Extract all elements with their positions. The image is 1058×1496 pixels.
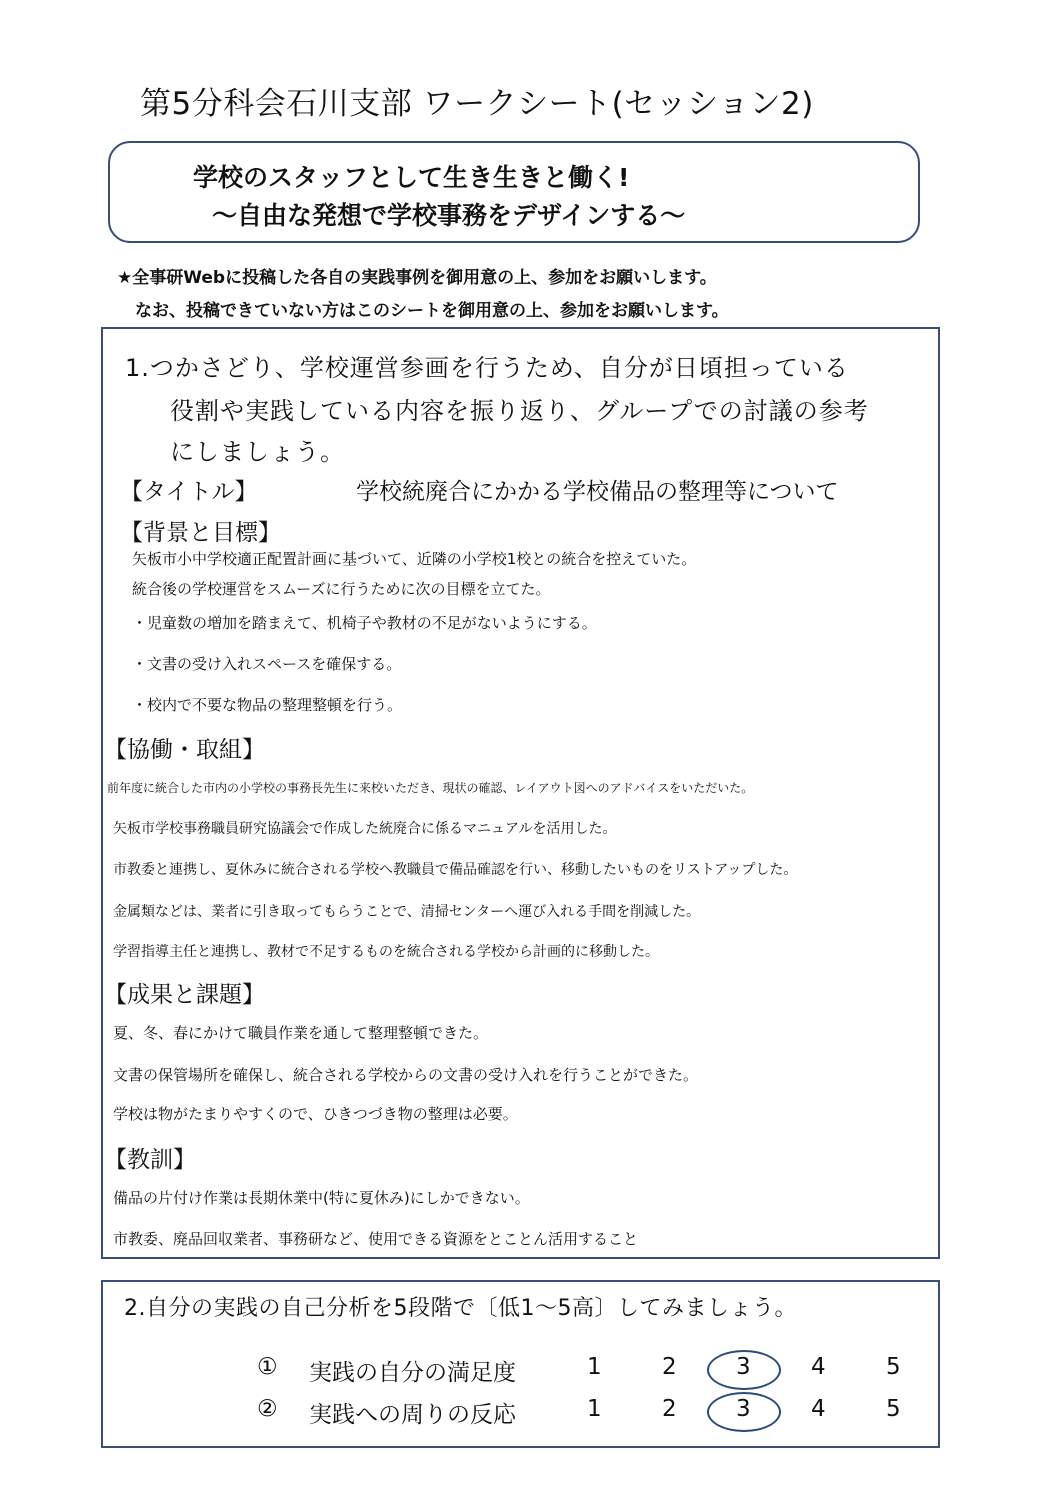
rating-option-5[interactable]: 5: [886, 1354, 901, 1380]
rating-label: 実践の自分の満足度: [309, 1360, 516, 1386]
collaboration-line: 金属類などは、業者に引き取ってもらうことで、清掃センターへ運び入れる手間を削減した。: [113, 904, 701, 920]
rating-option-4[interactable]: 4: [811, 1396, 826, 1422]
instruction-note-2: なお、投稿できていない方はこのシートを御用意の上、参加をお願いします。: [135, 301, 729, 321]
question-1-line-3: にしましょう。: [170, 438, 345, 466]
question-2-prompt: 2.自分の実践の自己分析を5段階で〔低1〜5高〕してみましょう。: [124, 1296, 797, 1321]
rating-option-1[interactable]: 1: [587, 1354, 602, 1380]
lessons-heading: 【教訓】: [104, 1147, 196, 1173]
collaboration-heading: 【協働・取組】: [104, 737, 265, 763]
background-line: 統合後の学校運営をスムーズに行うために次の目標を立てた。: [132, 580, 551, 598]
rating-number: ②: [257, 1396, 278, 1422]
question-1-line-2: 役割や実践している内容を振り返り、グループでの討議の参考: [170, 397, 869, 425]
background-line: ・校内で不要な物品の整理整頓を行う。: [132, 696, 403, 714]
theme-subtitle: 〜自由な発想で学校事務をデザインする〜: [212, 201, 686, 230]
collaboration-line: 前年度に統合した市内の小学校の事務長先生に来校いただき、現状の確認、レイアウト図へのアドバイスをいただいた。: [107, 781, 754, 795]
rating-option-2[interactable]: 2: [662, 1396, 677, 1422]
rating-option-5[interactable]: 5: [886, 1396, 901, 1422]
rating-option-1[interactable]: 1: [587, 1396, 602, 1422]
selected-rating-circle: [707, 1392, 781, 1432]
background-line: ・文書の受け入れスペースを確保する。: [132, 655, 402, 673]
collaboration-line: 市教委と連携し、夏休みに統合される学校へ教職員で備品確認を行い、移動したいものをリストアップした。: [113, 862, 798, 878]
rating-option-4[interactable]: 4: [811, 1354, 826, 1380]
lessons-line: 市教委、廃品回収業者、事務研など、使用できる資源をとことん活用すること: [113, 1230, 639, 1248]
results-heading: 【成果と課題】: [104, 982, 265, 1008]
collaboration-line: 学習指導主任と連携し、教材で不足するものを統合される学校から計画的に移動した。: [113, 944, 659, 960]
background-line: ・児童数の増加を踏まえて、机椅子や教材の不足がないようにする。: [132, 614, 597, 632]
instruction-note-1: ★全事研Webに投稿した各自の実践事例を御用意の上、参加をお願いします。: [117, 268, 717, 288]
rating-number: ①: [257, 1354, 278, 1380]
background-heading: 【背景と目標】: [120, 520, 281, 546]
document-title: 第5分科会石川支部 ワークシート(セッション2): [140, 86, 814, 122]
selected-rating-circle: [707, 1350, 781, 1390]
results-line: 文書の保管場所を確保し、統合される学校からの文書の受け入れを行うことができた。: [113, 1066, 699, 1084]
background-line: 矢板市小中学校適正配置計画に基づいて、近隣の小学校1校との統合を控えていた。: [132, 550, 697, 568]
collaboration-line: 矢板市学校事務職員研究協議会で作成した統廃合に係るマニュアルを活用した。: [113, 821, 617, 837]
question-1-line-1: 1.つかさどり、学校運営参画を行うため、自分が日頃担っている: [125, 354, 849, 382]
rating-label: 実践への周りの反応: [309, 1402, 516, 1428]
practice-title: 学校統廃合にかかる学校備品の整理等について: [356, 479, 839, 505]
rating-option-2[interactable]: 2: [662, 1354, 677, 1380]
results-line: 夏、冬、春にかけて職員作業を通して整理整頓できた。: [113, 1024, 489, 1042]
title-label: 【タイトル】: [120, 479, 258, 505]
results-line: 学校は物がたまりやすくので、ひきつづき物の整理は必要。: [113, 1105, 518, 1123]
theme-title: 学校のスタッフとして生き生きと働く!: [193, 163, 630, 192]
lessons-line: 備品の片付け作業は長期休業中(特に夏休み)にしかできない。: [113, 1189, 530, 1207]
rating-option-3[interactable]: 3: [736, 1354, 751, 1380]
rating-option-3[interactable]: 3: [736, 1396, 751, 1422]
